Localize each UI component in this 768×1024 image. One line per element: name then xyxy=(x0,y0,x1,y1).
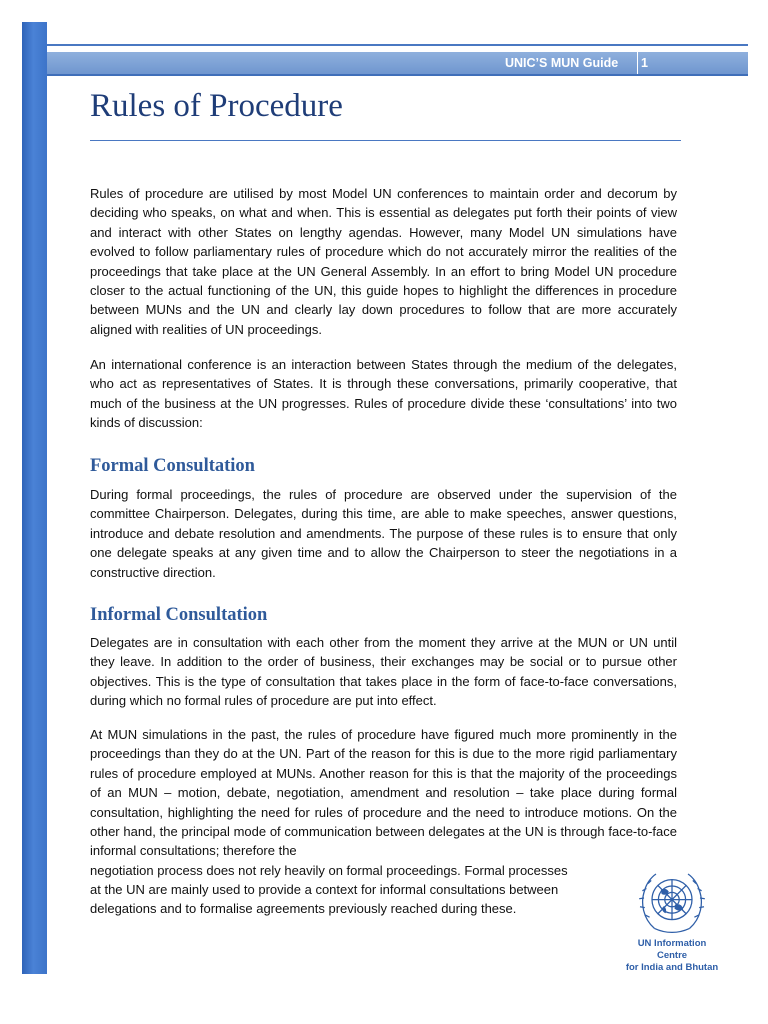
mun-comparison-paragraph: At MUN simulations in the past, the rules of procedure have figured much more prominently in the proceedings than they do at the UN. Part of the reason for this is due to the more rigid parliamentary rules of procedure employed at MUNs. Another reason for this is that the majority of the proceedings of an MUN – motion, debate, negotiation, amendment and resolution – take place during formal consultation, highlighting the need for rules of procedure and the need to introduce motions. On the other hand, the principal mode of communication between delegates at the UN is through face-to-face informal consultations; therefore the xyxy=(90,727,677,859)
formal-process-line: negotiation process does not rely heavily on formal proceedings. Formal processes xyxy=(90,863,568,878)
page-number: 1 xyxy=(641,56,648,70)
logo-line-2: for India and Bhutan xyxy=(625,962,719,973)
section-heading-formal: Formal Consultation xyxy=(90,456,255,476)
informal-paragraph: Delegates are in consultation with each other from the moment they arrive at the MUN or UN until they leave. In addition to the order of business, their exchanges may be social or to pursue other objectives. This is the type of consultation that takes place in the form of face-to-face conversations, during which no formal rules of procedure are put into effect. xyxy=(90,635,677,709)
logo-line-1: UN Information Centre xyxy=(637,938,707,961)
intro-paragraph: Rules of procedure are utilised by most Model UN conferences to maintain order and decorum by deciding who speaks, on what and when. This is essential as delegates put forth their points of view and interact with other States on lengthy agendas. However, many Model UN simulations have evolved to follow parliamentary rules of procedure which do not accurately mirror the realities of the proceedings that take place at the UN General Assembly. In an effort to bring Model UN procedure closer to the actual functioning of the UN, this guide hopes to highlight the differences in procedure between MUNs and the UN and clearly lay down procedures to follow that are more accurately aligned with realities of UN proceedings. xyxy=(90,186,677,337)
formal-paragraph: During formal proceedings, the rules of procedure are observed under the supervision of the committee Chairperson. Delegates, during this time, are able to make speeches, answer questions, introduce and debate resolution and amendments. The purpose of these rules is to ensure that only one delegate speaks at any given time and to allow the Chairperson to steer the negotiations in a constructive direction. xyxy=(90,487,677,580)
header-guide-label: UNIC’S MUN Guide xyxy=(505,56,619,70)
title-underline xyxy=(90,140,681,141)
formal-process-line: delegations and to formalise agreements previously reached during these. xyxy=(90,901,517,916)
header-separator xyxy=(637,52,638,74)
header-rule xyxy=(47,44,748,46)
side-accent-bar xyxy=(22,22,47,974)
unic-logo xyxy=(622,866,722,974)
un-emblem-icon xyxy=(632,866,712,938)
consultation-paragraph: An international conference is an interaction between States through the medium of the delegates, who act as representatives of States. It is through these conversations, primarily cooperative, that much of the business at the UN progresses. Rules of procedure divide these ‘consultations’ into two kinds of discussion: xyxy=(90,357,677,431)
formal-process-line: at the UN are mainly used to provide a context for informal consultations between xyxy=(90,882,559,897)
section-heading-informal: Informal Consultation xyxy=(90,605,268,625)
page-title: Rules of Procedure xyxy=(90,88,343,124)
